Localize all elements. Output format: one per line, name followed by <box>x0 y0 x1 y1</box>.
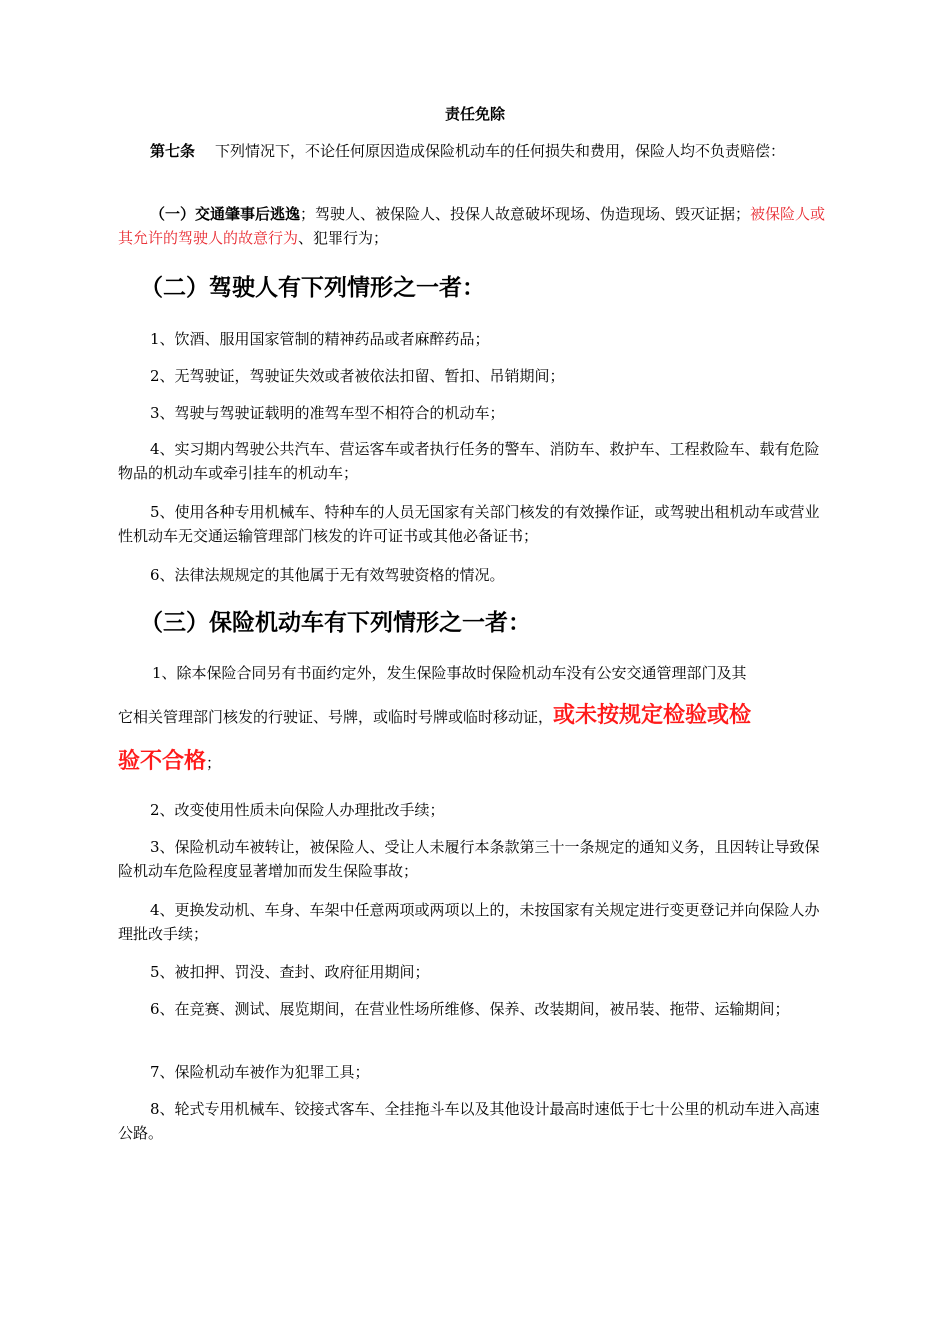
article-7 <box>118 139 834 163</box>
s3-item-6: 6、在竞赛、测试、展览期间，在营业性场所维修、保养、改装期间，被吊装、拖带、运输期间； <box>150 1000 790 1018</box>
s3-item-3: 3、保险机动车被转让，被保险人、受让人未履行本条款第三十一条规定的通知义务，且因转让导致保险机动车危险程度显著增加而发生保险事故； <box>118 838 820 880</box>
s2-item-4: 4、实习期内驾驶公共汽车、营运客车或者执行任务的警车、消防车、救护车、工程救险车、载有危险物品的机动车或牵引挂车的机动车； <box>118 440 820 482</box>
s3-item-1-red-1: 或未按规定检验或检 <box>553 702 752 728</box>
clause-1-red: 被保险人或其允许的驾驶人的故意行为 <box>118 205 826 247</box>
article-text: 下列情况下，不论任何原因造成保险机动车的任何损失和费用，保险人均不负责赔偿： <box>215 142 786 160</box>
s3-item-5: 5、被扣押、罚没、查封、政府征用期间； <box>150 963 430 981</box>
s3-item-7: 7、保险机动车被作为犯罪工具； <box>150 1063 370 1081</box>
s3-item-1-line-2 <box>118 700 834 732</box>
s3-item-1-red-2: 验不合格 <box>118 748 207 774</box>
s2-item-1: 1、饮酒、服用国家管制的精神药品或者麻醉药品； <box>150 330 490 348</box>
s2-item-5: 5、使用各种专用机械车、特种车的人员无国家有关部门核发的有效操作证，或驾驶出租机动车或营业性机动车无交通运输管理部门核发的许可证书或其他必备证书； <box>118 503 820 545</box>
s3-item-2: 2、改变使用性质未向保险人办理批改手续； <box>150 801 445 819</box>
article-label: 第七条 <box>150 142 196 160</box>
page-title: 责任免除 <box>444 105 505 123</box>
s3-item-1-tail: ； <box>206 754 222 772</box>
clause-1-text: ；驾驶人、被保险人、投保人故意破坏现场、伪造现场、毁灭证据； <box>300 205 751 223</box>
clause-1 <box>118 202 834 250</box>
section-2-heading: （二）驾驶人有下列情形之一者： <box>140 274 485 301</box>
s2-item-6: 6、法律法规规定的其他属于无有效驾驶资格的情况。 <box>150 566 505 584</box>
s2-item-3: 3、驾驶与驾驶证载明的准驾车型不相符合的机动车； <box>150 404 505 422</box>
clause-1-bold: （一）交通肇事后逃逸 <box>150 205 301 223</box>
s3-item-1-line-3 <box>118 746 834 778</box>
clause-1-tail: 、犯罪行为； <box>298 229 389 247</box>
s3-item-8: 8、轮式专用机械车、铰接式客车、全挂拖斗车以及其他设计最高时速低于七十公里的机动车进入高速公路。 <box>118 1100 820 1142</box>
section-3-heading: （三）保险机动车有下列情形之一者： <box>140 609 531 636</box>
s3-item-1-text: 它相关管理部门核发的行驶证、号牌，或临时号牌或临时移动证， <box>118 708 554 726</box>
s3-item-4: 4、更换发动机、车身、车架中任意两项或两项以上的，未按国家有关规定进行变更登记并向保险人办理批改手续； <box>118 901 820 943</box>
s3-item-1-line-1: 1、除本保险合同另有书面约定外，发生保险事故时保险机动车没有公安交通管理部门及其 <box>152 664 747 682</box>
s2-item-2: 2、无驾驶证，驾驶证失效或者被依法扣留、暂扣、吊销期间； <box>150 367 565 385</box>
